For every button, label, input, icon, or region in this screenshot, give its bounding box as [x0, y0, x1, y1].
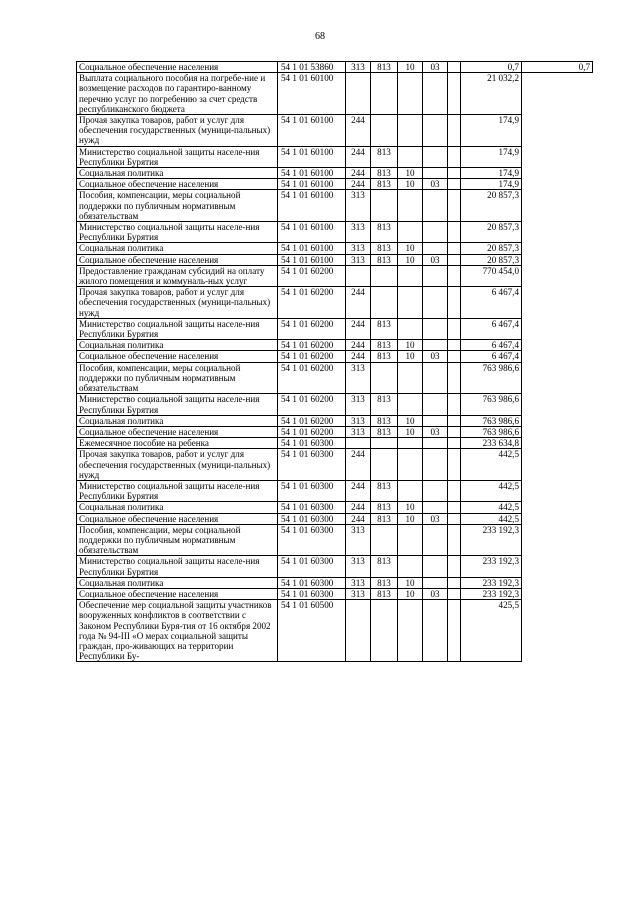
amount-extra-cell	[522, 362, 593, 394]
amount-cell: 442,5	[461, 502, 522, 513]
ministry-code-cell: 813	[371, 480, 398, 501]
row-name-cell: Министерство социальной защиты населе-ния Республики Бурятия	[77, 222, 278, 243]
ministry-code-cell: 813	[371, 179, 398, 190]
amount-cell: 6 467,4	[461, 340, 522, 351]
subsection-cell	[423, 318, 448, 339]
spacer-cell	[448, 222, 461, 243]
ministry-code-cell: 813	[371, 222, 398, 243]
subsection-cell	[423, 394, 448, 415]
spacer-cell	[448, 556, 461, 577]
table-row	[77, 438, 593, 449]
spacer-cell	[448, 190, 461, 222]
row-name-cell: Социальное обеспечение населения	[77, 588, 278, 599]
amount-extra-cell	[522, 600, 593, 662]
target-code-cell: 54 1 01 53860	[278, 62, 346, 73]
table-row	[77, 600, 593, 662]
target-code-cell: 54 1 01 60300	[278, 513, 346, 524]
table-row	[77, 254, 593, 265]
subsection-cell: 03	[423, 179, 448, 190]
amount-cell: 763 986,6	[461, 426, 522, 437]
amount-extra-cell	[522, 524, 593, 556]
ministry-code-cell	[371, 115, 398, 147]
subsection-cell	[423, 600, 448, 662]
target-code-cell: 54 1 01 60100	[278, 254, 346, 265]
section-cell	[398, 222, 423, 243]
target-code-cell: 54 1 01 60100	[278, 73, 346, 115]
ministry-code-cell	[371, 600, 398, 662]
section-cell	[398, 449, 423, 481]
expense-type-cell: 313	[346, 588, 371, 599]
amount-extra-cell	[522, 168, 593, 179]
target-code-cell: 54 1 01 60200	[278, 340, 346, 351]
row-name-cell: Выплата социального пособия на погребе-ние и возмещение расходов по гарантиро-ванному перечню услуг по погребению за счет средств республиканского бюджета	[77, 73, 278, 115]
expense-type-cell	[346, 600, 371, 662]
ministry-code-cell: 813	[371, 254, 398, 265]
amount-cell: 6 467,4	[461, 351, 522, 362]
amount-extra-cell	[522, 577, 593, 588]
row-name-cell: Социальная политика	[77, 502, 278, 513]
section-cell	[398, 115, 423, 147]
spacer-cell	[448, 362, 461, 394]
amount-extra-cell	[522, 449, 593, 481]
ministry-code-cell	[371, 524, 398, 556]
row-name-cell: Министерство социальной защиты населе-ния Республики Бурятия	[77, 146, 278, 167]
amount-cell: 425,5	[461, 600, 522, 662]
amount-cell: 174,9	[461, 179, 522, 190]
table-row	[77, 394, 593, 415]
amount-cell: 6 467,4	[461, 318, 522, 339]
amount-cell: 763 986,6	[461, 394, 522, 415]
row-name-cell: Прочая закупка товаров, работ и услуг для обеспечения государственных (муници-пальных) нужд	[77, 449, 278, 481]
amount-extra-cell	[522, 438, 593, 449]
ministry-code-cell: 813	[371, 577, 398, 588]
subsection-cell	[423, 502, 448, 513]
subsection-cell: 03	[423, 254, 448, 265]
amount-extra-cell	[522, 146, 593, 167]
spacer-cell	[448, 449, 461, 481]
section-cell	[398, 265, 423, 286]
expense-type-cell: 244	[346, 480, 371, 501]
expense-type-cell: 244	[346, 146, 371, 167]
expense-type-cell	[346, 265, 371, 286]
spacer-cell	[448, 318, 461, 339]
ministry-code-cell	[371, 73, 398, 115]
section-cell: 10	[398, 179, 423, 190]
target-code-cell: 54 1 01 60200	[278, 265, 346, 286]
spacer-cell	[448, 243, 461, 254]
subsection-cell	[423, 115, 448, 147]
expense-type-cell: 313	[346, 524, 371, 556]
ministry-code-cell: 813	[371, 502, 398, 513]
ministry-code-cell	[371, 265, 398, 286]
section-cell: 10	[398, 513, 423, 524]
table-body	[77, 62, 593, 662]
row-name-cell: Социальное обеспечение населения	[77, 351, 278, 362]
target-code-cell: 54 1 01 60100	[278, 115, 346, 147]
expense-type-cell: 313	[346, 190, 371, 222]
table-row	[77, 265, 593, 286]
amount-cell: 21 032,2	[461, 73, 522, 115]
spacer-cell	[448, 600, 461, 662]
spacer-cell	[448, 513, 461, 524]
amount-extra-cell	[522, 415, 593, 426]
amount-extra-cell	[522, 222, 593, 243]
expense-type-cell	[346, 73, 371, 115]
expense-type-cell: 244	[346, 340, 371, 351]
amount-cell: 233 634,8	[461, 438, 522, 449]
amount-extra-cell	[522, 351, 593, 362]
spacer-cell	[448, 588, 461, 599]
table-row	[77, 243, 593, 254]
expense-type-cell: 313	[346, 415, 371, 426]
row-name-cell: Социальное обеспечение населения	[77, 426, 278, 437]
amount-cell: 20 857,3	[461, 243, 522, 254]
subsection-cell: 03	[423, 513, 448, 524]
budget-table	[76, 61, 593, 662]
spacer-cell	[448, 438, 461, 449]
amount-extra-cell	[522, 318, 593, 339]
expense-type-cell: 244	[346, 449, 371, 481]
expense-type-cell: 313	[346, 362, 371, 394]
row-name-cell: Социальная политика	[77, 243, 278, 254]
spacer-cell	[448, 415, 461, 426]
section-cell	[398, 480, 423, 501]
section-cell: 10	[398, 588, 423, 599]
ministry-code-cell: 813	[371, 426, 398, 437]
target-code-cell: 54 1 01 60300	[278, 438, 346, 449]
table-row	[77, 179, 593, 190]
spacer-cell	[448, 146, 461, 167]
expense-type-cell: 313	[346, 394, 371, 415]
target-code-cell: 54 1 01 60300	[278, 556, 346, 577]
row-name-cell: Прочая закупка товаров, работ и услуг для обеспечения государственных (муници-пальных) нужд	[77, 287, 278, 319]
amount-extra-cell	[522, 265, 593, 286]
expense-type-cell: 313	[346, 556, 371, 577]
spacer-cell	[448, 524, 461, 556]
spacer-cell	[448, 394, 461, 415]
subsection-cell	[423, 190, 448, 222]
target-code-cell: 54 1 01 60200	[278, 394, 346, 415]
amount-extra-cell	[522, 502, 593, 513]
table-row	[77, 362, 593, 394]
expense-type-cell: 313	[346, 577, 371, 588]
row-name-cell: Пособия, компенсации, меры социальной поддержки по публичным нормативным обязательствам	[77, 524, 278, 556]
row-name-cell: Министерство социальной защиты населе-ния Республики Бурятия	[77, 394, 278, 415]
amount-cell: 174,9	[461, 115, 522, 147]
subsection-cell	[423, 287, 448, 319]
target-code-cell: 54 1 01 60100	[278, 243, 346, 254]
spacer-cell	[448, 577, 461, 588]
subsection-cell: 03	[423, 351, 448, 362]
target-code-cell: 54 1 01 60300	[278, 502, 346, 513]
amount-cell: 233 192,3	[461, 556, 522, 577]
target-code-cell: 54 1 01 60300	[278, 588, 346, 599]
table-row	[77, 577, 593, 588]
section-cell	[398, 318, 423, 339]
row-name-cell: Министерство социальной защиты населе-ния Республики Бурятия	[77, 556, 278, 577]
ministry-code-cell: 813	[371, 394, 398, 415]
expense-type-cell: 244	[346, 502, 371, 513]
spacer-cell	[448, 254, 461, 265]
table-row	[77, 190, 593, 222]
table-row	[77, 62, 593, 73]
section-cell	[398, 190, 423, 222]
subsection-cell	[423, 480, 448, 501]
subsection-cell	[423, 168, 448, 179]
section-cell: 10	[398, 415, 423, 426]
section-cell: 10	[398, 577, 423, 588]
spacer-cell	[448, 351, 461, 362]
amount-extra-cell	[522, 588, 593, 599]
ministry-code-cell: 813	[371, 351, 398, 362]
subsection-cell	[423, 146, 448, 167]
row-name-cell: Министерство социальной защиты населе-ния Республики Бурятия	[77, 480, 278, 501]
section-cell	[398, 394, 423, 415]
spacer-cell	[448, 265, 461, 286]
section-cell: 10	[398, 426, 423, 437]
target-code-cell: 54 1 01 60100	[278, 222, 346, 243]
expense-type-cell: 313	[346, 222, 371, 243]
row-name-cell: Министерство социальной защиты населе-ния Республики Бурятия	[77, 318, 278, 339]
table-row	[77, 115, 593, 147]
subsection-cell	[423, 438, 448, 449]
amount-cell: 0,7	[461, 62, 522, 73]
target-code-cell: 54 1 01 60100	[278, 146, 346, 167]
amount-cell: 20 857,3	[461, 222, 522, 243]
subsection-cell	[423, 556, 448, 577]
section-cell	[398, 556, 423, 577]
amount-cell: 442,5	[461, 513, 522, 524]
table-row	[77, 351, 593, 362]
ministry-code-cell: 813	[371, 556, 398, 577]
subsection-cell	[423, 415, 448, 426]
ministry-code-cell	[371, 438, 398, 449]
expense-type-cell: 313	[346, 426, 371, 437]
target-code-cell: 54 1 01 60300	[278, 449, 346, 481]
subsection-cell	[423, 449, 448, 481]
ministry-code-cell: 813	[371, 146, 398, 167]
amount-extra-cell	[522, 254, 593, 265]
table-row	[77, 502, 593, 513]
amount-extra-cell	[522, 513, 593, 524]
ministry-code-cell: 813	[371, 62, 398, 73]
expense-type-cell: 244	[346, 168, 371, 179]
table-row	[77, 287, 593, 319]
ministry-code-cell: 813	[371, 318, 398, 339]
subsection-cell	[423, 243, 448, 254]
expense-type-cell: 244	[346, 351, 371, 362]
section-cell	[398, 146, 423, 167]
target-code-cell: 54 1 01 60300	[278, 480, 346, 501]
table-row	[77, 168, 593, 179]
target-code-cell: 54 1 01 60500	[278, 600, 346, 662]
target-code-cell: 54 1 01 60100	[278, 190, 346, 222]
subsection-cell: 03	[423, 588, 448, 599]
expense-type-cell: 313	[346, 254, 371, 265]
target-code-cell: 54 1 01 60200	[278, 351, 346, 362]
row-name-cell: Пособия, компенсации, меры социальной поддержки по публичным нормативным обязательствам	[77, 190, 278, 222]
expense-type-cell: 244	[346, 179, 371, 190]
row-name-cell: Пособия, компенсации, меры социальной поддержки по публичным нормативным обязательствам	[77, 362, 278, 394]
amount-extra-cell	[522, 243, 593, 254]
amount-cell: 174,9	[461, 146, 522, 167]
row-name-cell: Социальная политика	[77, 577, 278, 588]
amount-extra-cell: 0,7	[522, 62, 593, 73]
subsection-cell	[423, 265, 448, 286]
section-cell: 10	[398, 502, 423, 513]
expense-type-cell: 244	[346, 513, 371, 524]
ministry-code-cell: 813	[371, 340, 398, 351]
subsection-cell	[423, 340, 448, 351]
spacer-cell	[448, 426, 461, 437]
table-row	[77, 415, 593, 426]
table-row	[77, 426, 593, 437]
amount-extra-cell	[522, 340, 593, 351]
row-name-cell: Социальная политика	[77, 340, 278, 351]
amount-cell: 442,5	[461, 480, 522, 501]
section-cell: 10	[398, 168, 423, 179]
ministry-code-cell: 813	[371, 513, 398, 524]
section-cell: 10	[398, 243, 423, 254]
amount-extra-cell	[522, 190, 593, 222]
amount-cell: 20 857,3	[461, 190, 522, 222]
subsection-cell: 03	[423, 62, 448, 73]
row-name-cell: Социальная политика	[77, 168, 278, 179]
spacer-cell	[448, 340, 461, 351]
section-cell	[398, 73, 423, 115]
section-cell	[398, 287, 423, 319]
table-row	[77, 556, 593, 577]
target-code-cell: 54 1 01 60200	[278, 426, 346, 437]
amount-cell: 233 192,3	[461, 588, 522, 599]
target-code-cell: 54 1 01 60100	[278, 179, 346, 190]
table-row	[77, 146, 593, 167]
subsection-cell	[423, 577, 448, 588]
table-row	[77, 524, 593, 556]
amount-cell: 20 857,3	[461, 254, 522, 265]
amount-extra-cell	[522, 556, 593, 577]
ministry-code-cell	[371, 362, 398, 394]
amount-cell: 770 454,0	[461, 265, 522, 286]
amount-extra-cell	[522, 73, 593, 115]
section-cell	[398, 600, 423, 662]
spacer-cell	[448, 480, 461, 501]
spacer-cell	[448, 73, 461, 115]
ministry-code-cell	[371, 449, 398, 481]
amount-cell: 233 192,3	[461, 524, 522, 556]
section-cell	[398, 362, 423, 394]
amount-extra-cell	[522, 287, 593, 319]
target-code-cell: 54 1 01 60200	[278, 362, 346, 394]
table-row	[77, 480, 593, 501]
ministry-code-cell: 813	[371, 588, 398, 599]
expense-type-cell: 244	[346, 318, 371, 339]
amount-extra-cell	[522, 394, 593, 415]
row-name-cell: Социальное обеспечение населения	[77, 254, 278, 265]
subsection-cell: 03	[423, 426, 448, 437]
spacer-cell	[448, 168, 461, 179]
amount-extra-cell	[522, 480, 593, 501]
spacer-cell	[448, 287, 461, 319]
table-row	[77, 222, 593, 243]
section-cell: 10	[398, 254, 423, 265]
ministry-code-cell	[371, 190, 398, 222]
table-row	[77, 318, 593, 339]
subsection-cell	[423, 524, 448, 556]
amount-cell: 6 467,4	[461, 287, 522, 319]
amount-cell: 174,9	[461, 168, 522, 179]
row-name-cell: Социальное обеспечение населения	[77, 513, 278, 524]
expense-type-cell: 313	[346, 243, 371, 254]
ministry-code-cell: 813	[371, 168, 398, 179]
expense-type-cell	[346, 438, 371, 449]
section-cell: 10	[398, 340, 423, 351]
row-name-cell: Обеспечение мер социальной защиты участников вооруженных конфликтов в соответствии с Законом Республики Буря-тия от 16 октября 2002 года № 94-III «О мерах социальной защиты граждан, про-живающих на территории Республики Бу-	[77, 600, 278, 662]
spacer-cell	[448, 62, 461, 73]
page-number: 68	[315, 31, 325, 42]
spacer-cell	[448, 502, 461, 513]
expense-type-cell: 313	[346, 62, 371, 73]
row-name-cell: Социальное обеспечение населения	[77, 179, 278, 190]
section-cell: 10	[398, 62, 423, 73]
table-row	[77, 340, 593, 351]
amount-cell: 233 192,3	[461, 577, 522, 588]
spacer-cell	[448, 115, 461, 147]
subsection-cell	[423, 222, 448, 243]
expense-type-cell: 244	[346, 287, 371, 319]
subsection-cell	[423, 73, 448, 115]
spacer-cell	[448, 179, 461, 190]
table-row	[77, 513, 593, 524]
row-name-cell: Предоставление гражданам субсидий на оплату жилого помещения и коммуналь-ных услуг	[77, 265, 278, 286]
table-row	[77, 73, 593, 115]
target-code-cell: 54 1 01 60100	[278, 168, 346, 179]
row-name-cell: Ежемесячное пособие на ребенка	[77, 438, 278, 449]
ministry-code-cell: 813	[371, 415, 398, 426]
row-name-cell: Прочая закупка товаров, работ и услуг для обеспечения государственных (муници-пальных) нужд	[77, 115, 278, 147]
amount-extra-cell	[522, 426, 593, 437]
ministry-code-cell	[371, 287, 398, 319]
amount-cell: 442,5	[461, 449, 522, 481]
row-name-cell: Социальная политика	[77, 415, 278, 426]
amount-extra-cell	[522, 115, 593, 147]
target-code-cell: 54 1 01 60300	[278, 524, 346, 556]
section-cell	[398, 438, 423, 449]
subsection-cell	[423, 362, 448, 394]
expense-type-cell: 244	[346, 115, 371, 147]
row-name-cell: Социальное обеспечение населения	[77, 62, 278, 73]
amount-cell: 763 986,6	[461, 362, 522, 394]
table-row	[77, 449, 593, 481]
target-code-cell: 54 1 01 60300	[278, 577, 346, 588]
amount-cell: 763 986,6	[461, 415, 522, 426]
ministry-code-cell: 813	[371, 243, 398, 254]
section-cell: 10	[398, 351, 423, 362]
amount-extra-cell	[522, 179, 593, 190]
target-code-cell: 54 1 01 60200	[278, 415, 346, 426]
target-code-cell: 54 1 01 60200	[278, 287, 346, 319]
table-row	[77, 588, 593, 599]
target-code-cell: 54 1 01 60200	[278, 318, 346, 339]
section-cell	[398, 524, 423, 556]
